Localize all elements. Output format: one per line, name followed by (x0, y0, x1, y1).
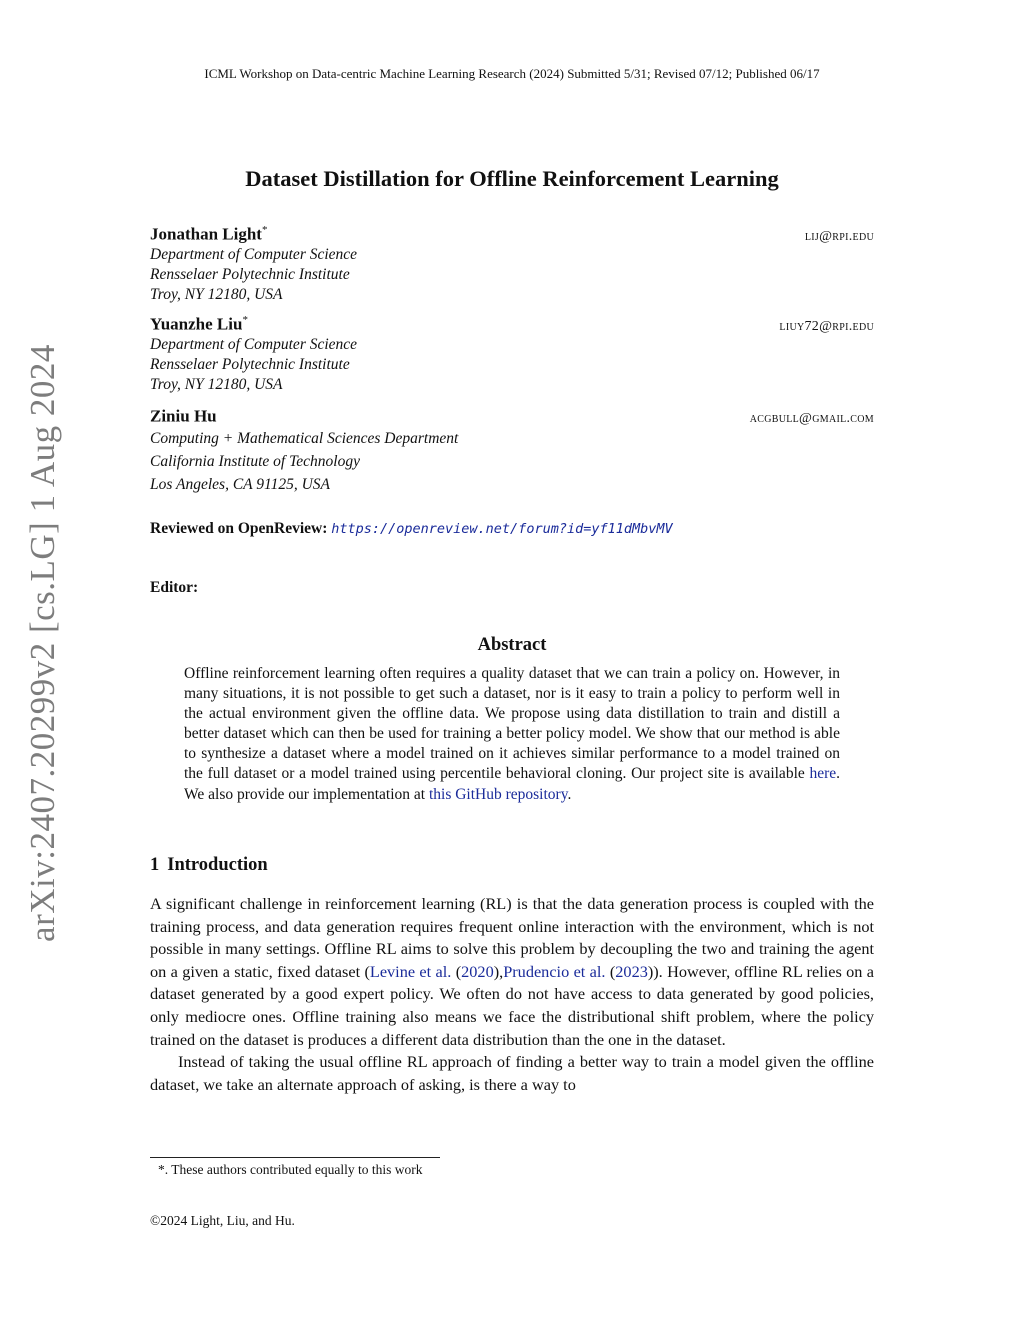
reviewed-label: Reviewed on OpenReview: (150, 520, 328, 537)
github-repository-link[interactable]: this GitHub repository (428, 785, 568, 803)
author-affiliation-line: Rensselaer Polytechnic Institute (150, 355, 350, 373)
abstract-heading: Abstract (477, 635, 547, 655)
openreview-link[interactable]: https://openreview.net/forum?id=yf11dMbvMV (331, 521, 673, 537)
author-affiliation-line: Department of Computer Science (150, 245, 358, 263)
author-email[interactable]: acgbull@gmail.com (749, 410, 874, 426)
author-affiliation-line: Department of Computer Science (150, 335, 358, 353)
author-affiliation-line: California Institute of Technology (150, 452, 360, 470)
arxiv-stamp (18, 343, 68, 942)
citation-link[interactable]: Prudencio et al. (503, 961, 606, 981)
citation-year-link[interactable]: 2020 (461, 961, 494, 981)
abstract-body: Offline reinforcement learning often requires a quality dataset that we can train a policy on. However, in many situations, it is not possible to get such a dataset, nor is it easy to train a policy to perform well in the actual environment given the offline data. We propose using data distillation to train and distill a better dataset which can then be used for training a better policy model. We show that our method is able to synthesize a dataset where a model trained on it achieves similar performance to a model trained on the full dataset or a model trained using percentile behavioral cloning. Our project site is available here. We also provide our implementation at this GitHub repository. (184, 665, 840, 803)
author-name: Jonathan Light* (150, 224, 268, 244)
section-title: Introduction (167, 855, 268, 875)
author-email[interactable]: liuy72@rpi.edu (779, 318, 874, 334)
citation-link[interactable]: Levine et al. (369, 961, 452, 981)
copyright-notice: ©2024 Light, Liu, and Hu. (150, 1213, 295, 1228)
paragraph: A significant challenge in reinforcement learning (RL) is that the data generation process is coupled with the training process, and data generation requires frequent online interaction with the environment, which is not possible in many settings. Offline RL aims to solve this problem by decoupling the two and training the agent on a given a static, fixed dataset (Levine et al. (2020),Prudencio et al. (2023)). However, offline RL relies on a dataset generated by a good expert policy. We often do not have access to data generated by good policies, only mediocre ones. Offline training also means we face the distributional shift problem, where the policy trained on the dataset is produces a different data distribution than the one in the dataset. (150, 894, 875, 1049)
author-affiliation-line: Troy, NY 12180, USA (150, 375, 283, 393)
author-affiliation-line: Rensselaer Polytechnic Institute (150, 265, 350, 283)
introduction-body (150, 893, 874, 1096)
author-affiliation-line: Computing + Mathematical Sciences Department (150, 429, 459, 447)
author-affiliation-line: Troy, NY 12180, USA (150, 285, 283, 303)
reviewed-on-openreview (150, 520, 673, 538)
section-number: 1 (150, 855, 160, 875)
section-heading-introduction (150, 855, 268, 876)
arxiv-stamp-text: arXiv:2407.20299v2 [cs.LG] 1 Aug 2024 (23, 343, 62, 942)
paragraph: Instead of taking the usual offline RL approach of finding a better way to train a model given the offline dataset, we take an alternate approach of asking, is there a way to (150, 1052, 874, 1094)
footnote: *. These authors contributed equally to this work (158, 1162, 423, 1177)
running-head: ICML Workshop on Data-centric Machine Learning Research (2024) Submitted 5/31; Revised 07/12; Published 06/17 (204, 66, 820, 81)
author-block-1 (150, 224, 874, 305)
author-name: Ziniu Hu (150, 406, 217, 426)
author-name: Yuanzhe Liu* (150, 314, 248, 334)
editor-label: Editor: (150, 579, 199, 596)
author-email[interactable]: lij@rpi.edu (804, 228, 874, 244)
author-affiliation-line: Los Angeles, CA 91125, USA (150, 475, 330, 493)
footnote-rule (150, 1157, 440, 1158)
citation-year-link[interactable]: 2023 (615, 961, 648, 981)
author-block-3 (150, 406, 874, 496)
author-block-2 (150, 314, 874, 395)
paper-title: Dataset Distillation for Offline Reinforcement Learning (245, 166, 779, 191)
project-site-link[interactable]: here (809, 765, 837, 783)
